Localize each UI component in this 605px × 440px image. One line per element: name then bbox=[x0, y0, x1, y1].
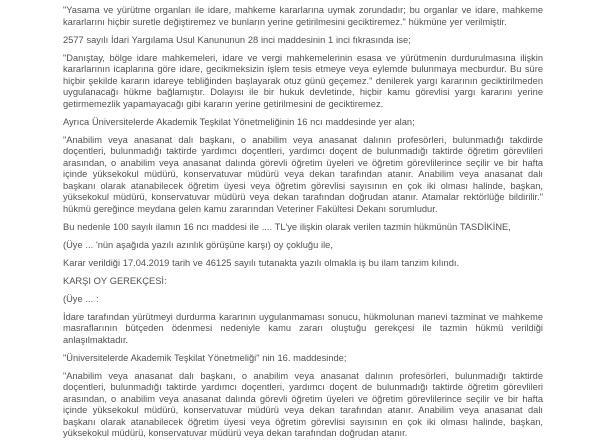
paragraph-regulation-quote: "Anabilim veya anasanat dalı başkanı, o anabilim veya anasanat dalının profesörleri, bulunmadığı takdirde doçentleri, bulunmadığı taktirde yardımcı doçentleri, yardımcı doçent de bulunmadığı taktirde öğretim görevlileri arasından, o anabilim veya anasanat dalında görevli öğretim üyeleri ve öğretim görevlilerince seçilir ve bir hafta içinde yüksekokul müdürü, konservatuvar müdürü veya dekan tarafından atanır. Anabilim veya anasanat dalı başkanı olarak atanabilecek öğretim üyesi veya öğretim görevlisi sayısının en çok iki olması halinde, başkan, yüksekokul müdürü, konservatuvar müdürü veya dekan tarafından doğrudan atanır. Atamalar rektörlüğe bildirilir." hükmü gereğince meydana gelen kamu zararından Veteriner Fakültesi Dekanı sorumludur. bbox=[63, 134, 543, 214]
dissent-heading: KARŞI OY GEREKÇESİ: bbox=[63, 275, 167, 286]
dissent-regulation-intro: "Üniversitelerde Akademik Teşkilat Yönetmeliği" nin 16. maddesinde; bbox=[63, 352, 347, 363]
paragraph-law-quote: "Danıştay, bölge idare mahkemeleri, idare ve vergi mahkemelerinin esasa ve yürütmenin durdurulmasına ilişkin kararlarının icaplarına göre idare, gecikmeksizin işlem tesis etmeye veya eylemde bulunmaya mecburdur. Bu süre hiçbir şekilde kararın idareye tebliğinden başlayarak otuz günü geçemez." denilerek yargı kararının geciktirilmeden uygulanacağı hükme bağlamıştır. Dolayısı ile bir hukuk devletinde, hiçbir kamu görevlisi yargı kararını yerine getirmemezlik yapamayacağı gibi kararın yerine getirilmesini de geciktiremez. bbox=[63, 52, 543, 109]
paragraph-regulation-intro: Ayrıca Üniversitelerde Akademik Teşkilat Yönetmeliğinin 16 ncı maddesinde yer alan; bbox=[63, 116, 415, 127]
paragraph-law-intro: 2577 sayılı İdari Yargılama Usul Kanununun 28 inci maddesinin 1 inci fıkrasında ise; bbox=[63, 34, 411, 45]
paragraph-decision-date: Karar verildiği 17.04.2019 tarih ve 46125 sayılı tutanakta yazılı olmakla iş bu ilam tanzim kılındı. bbox=[63, 257, 460, 268]
dissent-regulation-quote: "Anabilim veya anasanat dalı başkanı, o anabilim veya anasanat dalının profesörleri, bulunmadığı taktirde doçentleri, bulunmadığı taktirde yardımcı doçentleri, yardımcı doçent de bulunmadığı taktirde öğretim görevlileri arasından, o anabilim veya anasanat dalında görevli öğretim üyeleri ve öğretim görevlilerince seçilir ve bir hafta içinde yüksekokul müdürü, konservatuvar müdürü veya dekan tarafından atanır. Anabilim veya anasanat dalı başkanı olarak atanabilecek öğretim üyesi veya öğretim görevlisi sayısının en çok iki olması halinde, başkan, yüksekokul müdürü, konservatuvar müdürü veya dekan tarafından doğrudan atanır. bbox=[63, 370, 543, 438]
paragraph-majority-vote-note: (Üye ... 'nün aşağıda yazılı azınlık görüşüne karşı) oy çokluğu ile, bbox=[63, 239, 333, 250]
dissent-paragraph-summary: İdare tarafından yürütmeyi durdurma kararının uygulanmaması sonucu, hükmolunan manevi tazminat ve mahkeme masraflarının bütçeden ödenmesi nedeniyle kamu zararı oluştuğu gerekçesi ile tazmin hükmü verildiği anlaşılmaktadır. bbox=[63, 311, 543, 345]
dissent-member-line: (Üye ... : bbox=[63, 293, 99, 304]
paragraph-constitution-quote: "Yasama ve yürütme organları ile idare, mahkeme kararlarına uymak zorundadır; bu organlar ve idare, mahkeme kararlarını hiçbir suretle değiştiremez ve bunların yerine getirilmesini geciktiremez." hükmüne yer verilmiştir. bbox=[63, 5, 543, 27]
paragraph-verdict-tasdik: Bu nedenle 100 sayılı ilamın 16 ncı maddesi ile .... TL'ye ilişkin olarak verilen tazmin hükmünün TASDİKİNE, bbox=[63, 221, 511, 232]
